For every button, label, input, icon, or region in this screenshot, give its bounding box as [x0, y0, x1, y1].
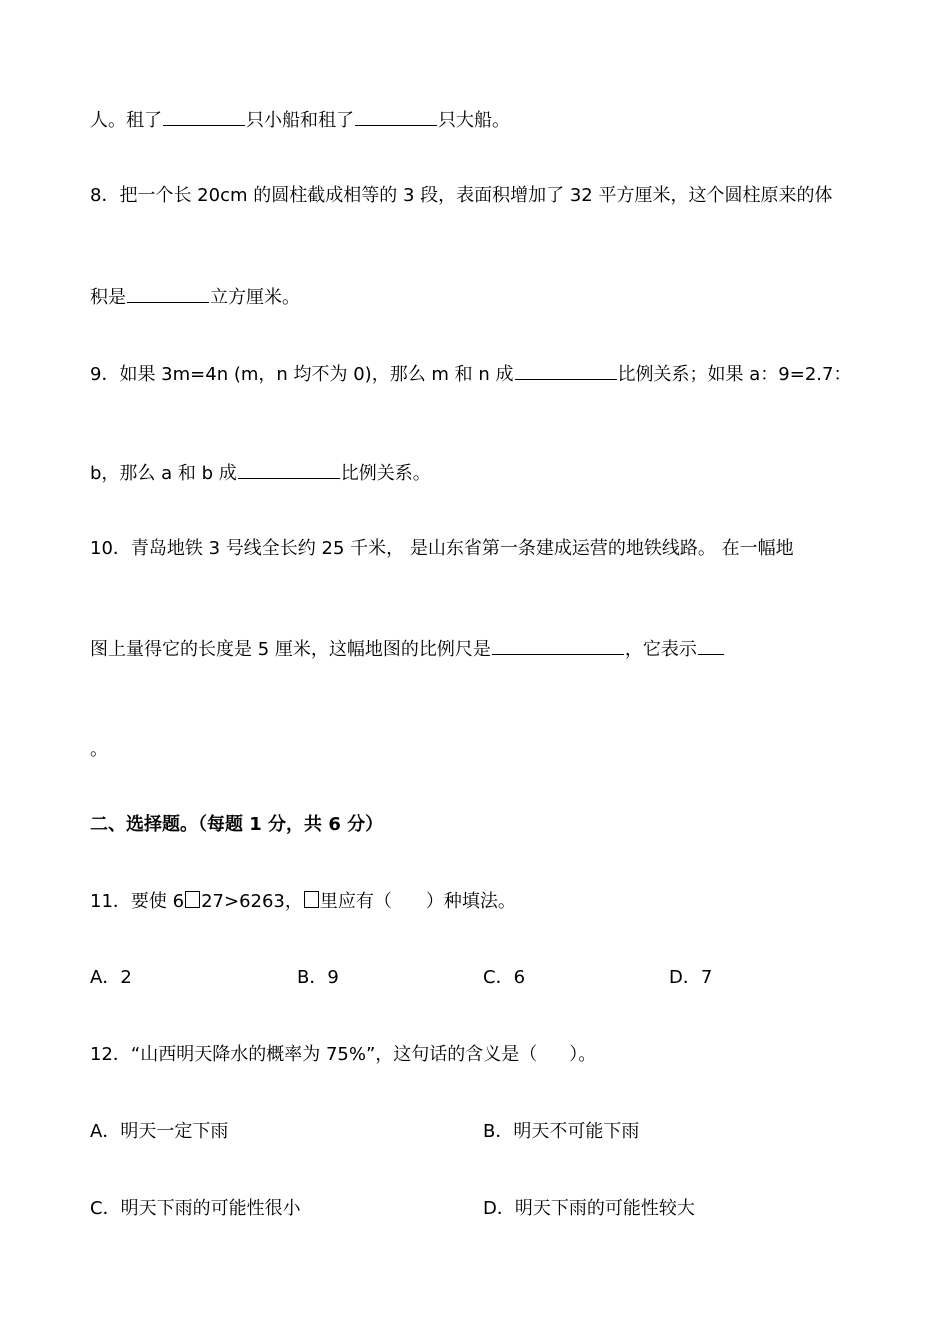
q7-text-3: 只大船。 [438, 110, 510, 131]
q9-text-d: 比例关系。 [340, 463, 431, 484]
q12-option-b[interactable]: B．明天不可能下雨 [483, 1121, 640, 1142]
q10-blank-scale[interactable] [492, 636, 624, 655]
q12-text-a: 12．“山西明天降水的概率为 75%”，这句话的含义是（ [90, 1044, 538, 1065]
q11-text-c: 里应有（ [319, 891, 392, 912]
q7-tail-line [90, 107, 510, 133]
q10-line-1: 10．青岛地铁 3 号线全长约 25 千米， 是山东省第一条建成运营的地铁线路。 在一幅地 [90, 538, 794, 559]
q10-text-a: 图上量得它的长度是 5 厘米，这幅地图的比例尺是 [90, 639, 491, 660]
q9-text-b: 比例关系；如果 a：9=2.7： [617, 364, 852, 385]
q8-blank-volume[interactable] [127, 284, 209, 303]
q12-option-c[interactable]: C．明天下雨的可能性很小 [90, 1198, 301, 1219]
q11-text-d: ）种填法。 [425, 891, 516, 912]
q8-line-2 [90, 284, 300, 310]
q11-option-a[interactable]: A．2 [90, 967, 132, 988]
q11-text-b: 27>6263， [201, 891, 303, 912]
q11-option-c[interactable]: C．6 [483, 967, 526, 988]
q12-stem [90, 1043, 596, 1067]
q9-blank-mn-proportion[interactable] [515, 361, 617, 380]
q10-text-b: ，它表示 [624, 639, 697, 660]
q10-line-2 [90, 636, 725, 662]
q11-option-b[interactable]: B．9 [297, 967, 339, 988]
q11-square-box-icon [185, 891, 200, 908]
q7-blank-big-boats[interactable] [355, 107, 437, 126]
q7-blank-small-boats[interactable] [163, 107, 245, 126]
q12-option-d[interactable]: D．明天下雨的可能性较大 [483, 1198, 695, 1219]
q11-option-d[interactable]: D．7 [669, 967, 713, 988]
q10-line-3: 。 [90, 739, 108, 760]
q8-text-a: 积是 [90, 287, 126, 308]
q11-stem [90, 890, 516, 914]
q11-text-a: 11．要使 6 [90, 891, 185, 912]
section-2-title: 二、选择题。（每题 1 分，共 6 分） [90, 814, 384, 835]
q9-line-2 [90, 460, 431, 486]
q9-blank-ab-proportion[interactable] [238, 460, 340, 479]
q9-line-1 [90, 361, 851, 387]
q12-option-a[interactable]: A．明天一定下雨 [90, 1121, 229, 1142]
q12-text-b: ）。 [569, 1044, 597, 1065]
q8-line-1: 8．把一个长 20cm 的圆柱截成相等的 3 段，表面积增加了 32 平方厘米，这个圆柱原来的体 [90, 185, 833, 206]
q10-blank-meaning[interactable] [698, 636, 724, 655]
q8-text-b: 立方厘米。 [210, 287, 300, 308]
q7-text-1: 人。租了 [90, 110, 162, 131]
q11-square-box-icon-2 [304, 891, 319, 908]
q9-text-c: b，那么 a 和 b 成 [90, 463, 237, 484]
q9-text-a: 9．如果 3m=4n (m，n 均不为 0)，那么 m 和 n 成 [90, 364, 514, 385]
q7-text-2: 只小船和租了 [246, 110, 354, 131]
